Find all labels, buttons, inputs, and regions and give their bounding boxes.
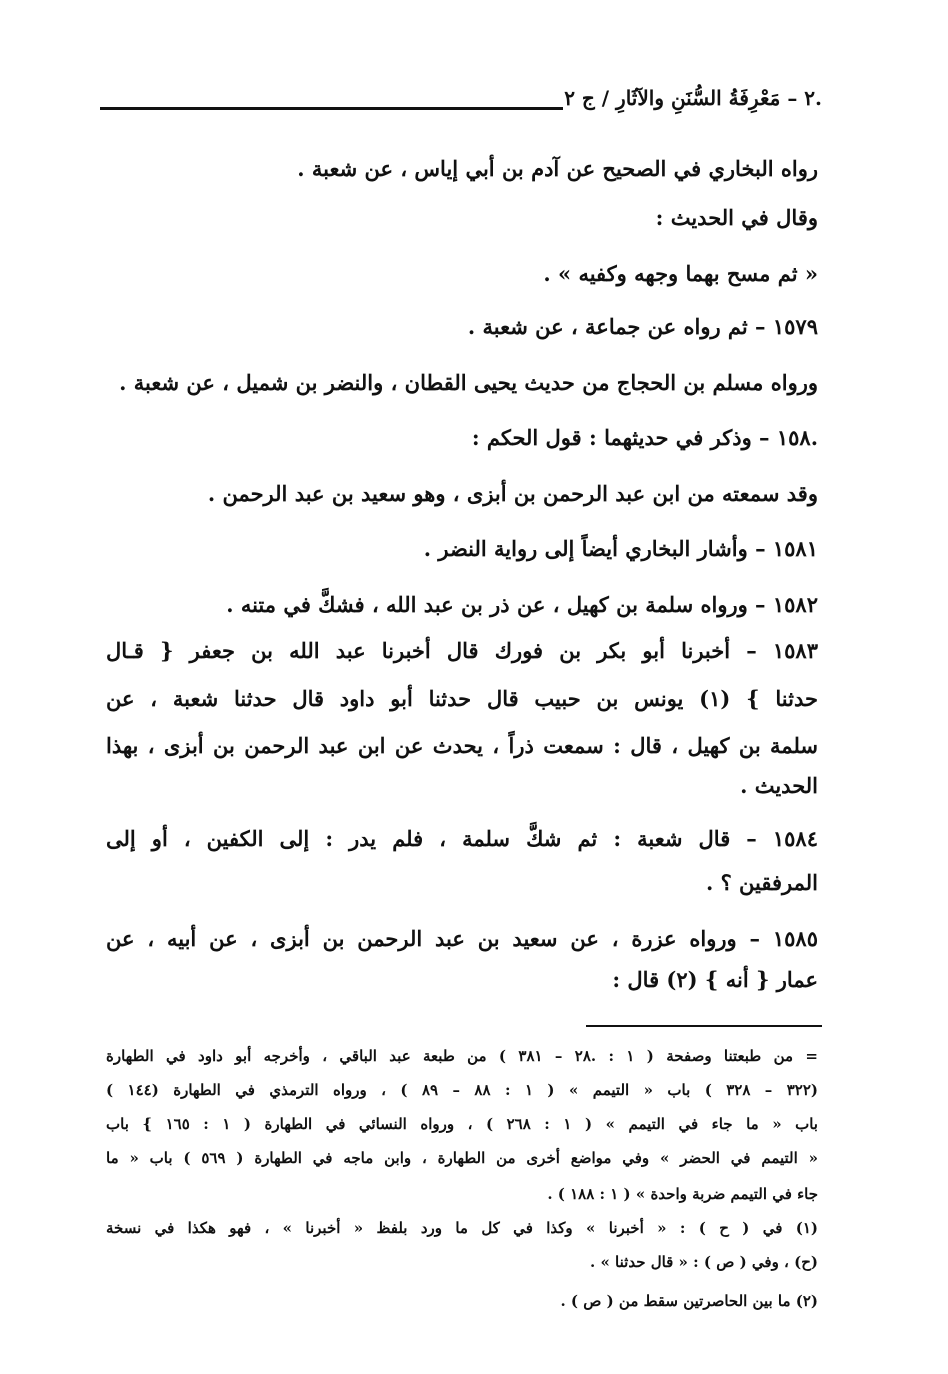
text-line: وقال في الحديث : <box>655 205 818 230</box>
footnote-line: « التيمم في الحضر » وفي مواضع أخرى من الطهارة ، وابن ماجه في الطهارة ( ٥٦٩ ) باب « ما <box>106 1149 819 1167</box>
text-line: رواه البخاري في الصحيح عن آدم بن أبي إياس ، عن شعبة . <box>297 156 818 181</box>
footnote-line: = من طبعتنا وصفحة ( ١ : .٢٨ – ٣٨١ ) من طبعة عبد الباقي ، وأخرجه أبو داود في الطهارة <box>106 1047 818 1065</box>
text-line: وقد سمعته من ابن عبد الرحمن بن أبزى ، وهو سعيد بن عبد الرحمن . <box>207 481 818 506</box>
text-line: « ثم مسح بهما وجهه وكفيه » . <box>543 261 818 286</box>
hadith-1583: ١٥٨٣ – أخبرنا أبو بكر بن فورك قال أخبرنا عبد الله بن جعفر { قـال <box>106 638 818 663</box>
text-line: المرفقين ؟ . <box>705 870 818 895</box>
hadith-1582: ١٥٨٢ – ورواه سلمة بن كهيل ، عن ذر بن عبد الله ، فشكَّ في متنه . <box>226 592 818 617</box>
running-head: .٢ – مَعْرِفَةُ السُّنَنِ والآثَارِ / ج ٢ <box>564 86 822 110</box>
hadith-1581: ١٥٨١ – وأشار البخاري أيضاً إلى رواية النضر . <box>423 536 818 561</box>
text-line: الحديث . <box>740 773 818 798</box>
hadith-1579: ١٥٧٩ – ثم رواه عن جماعة ، عن شعبة . <box>467 314 818 339</box>
hadith-1585: ١٥٨٥ – ورواه عزرة ، عن سعيد بن عبد الرحمن بن أبزى ، عن أبيه ، عن <box>106 926 818 951</box>
hadith-1584: ١٥٨٤ – قال شعبة : ثم شكَّ سلمة ، فلم يدر : إلى الكفين ، أو إلى <box>106 826 818 851</box>
header-rule <box>100 107 563 110</box>
text-line: حدثنا } (١) يونس بن حبيب قال حدثنا أبو داود قال حدثنا شعبة ، عن <box>106 686 818 711</box>
footnote-line: باب « ما جاء في التيمم » ( ١ : ٢٦٨ ) ، ورواه النسائي في الطهارة ( ١ : ١٦٥ } باب <box>106 1115 818 1133</box>
text-line: سلمة بن كهيل ، قال : سمعت ذراً ، يحدث عن ابن عبد الرحمن بن أبزى ، بهذا <box>106 733 818 758</box>
page-header <box>100 86 822 118</box>
hadith-1580: .١٥٨ – وذكر في حديثهما : قول الحكم : <box>471 425 818 450</box>
footnote-2: (٢) ما بين الحاصرتين سقط من ( ص ) . <box>560 1292 818 1310</box>
footnote-line: (ح) ، وفي ( ص ) : « قال حدثنا » . <box>590 1253 818 1271</box>
footnote-rule <box>586 1025 822 1027</box>
text-line: عمار { أنه } (٢) قال : <box>612 967 818 992</box>
footnote-1: (١) في ( ح ) : « أخبرنا » وكذا في كل ما ورد بلفظ « أخبرنا » ، فهو هكذا في نسخة <box>106 1219 818 1237</box>
footnote-line: (٣٢٢ – ٣٢٨ ) باب « التيمم » ( ١ : ٨٨ – ٨٩ ) ، ورواه الترمذي في الطهارة (١٤٤ ) <box>106 1081 819 1099</box>
footnote-line: جاء في التيمم ضربة واحدة » ( ١ : ١٨٨ ) . <box>547 1185 818 1203</box>
text-line: ورواه مسلم بن الحجاج من حديث يحيى القطان ، والنضر بن شميل ، عن شعبة . <box>119 370 818 395</box>
